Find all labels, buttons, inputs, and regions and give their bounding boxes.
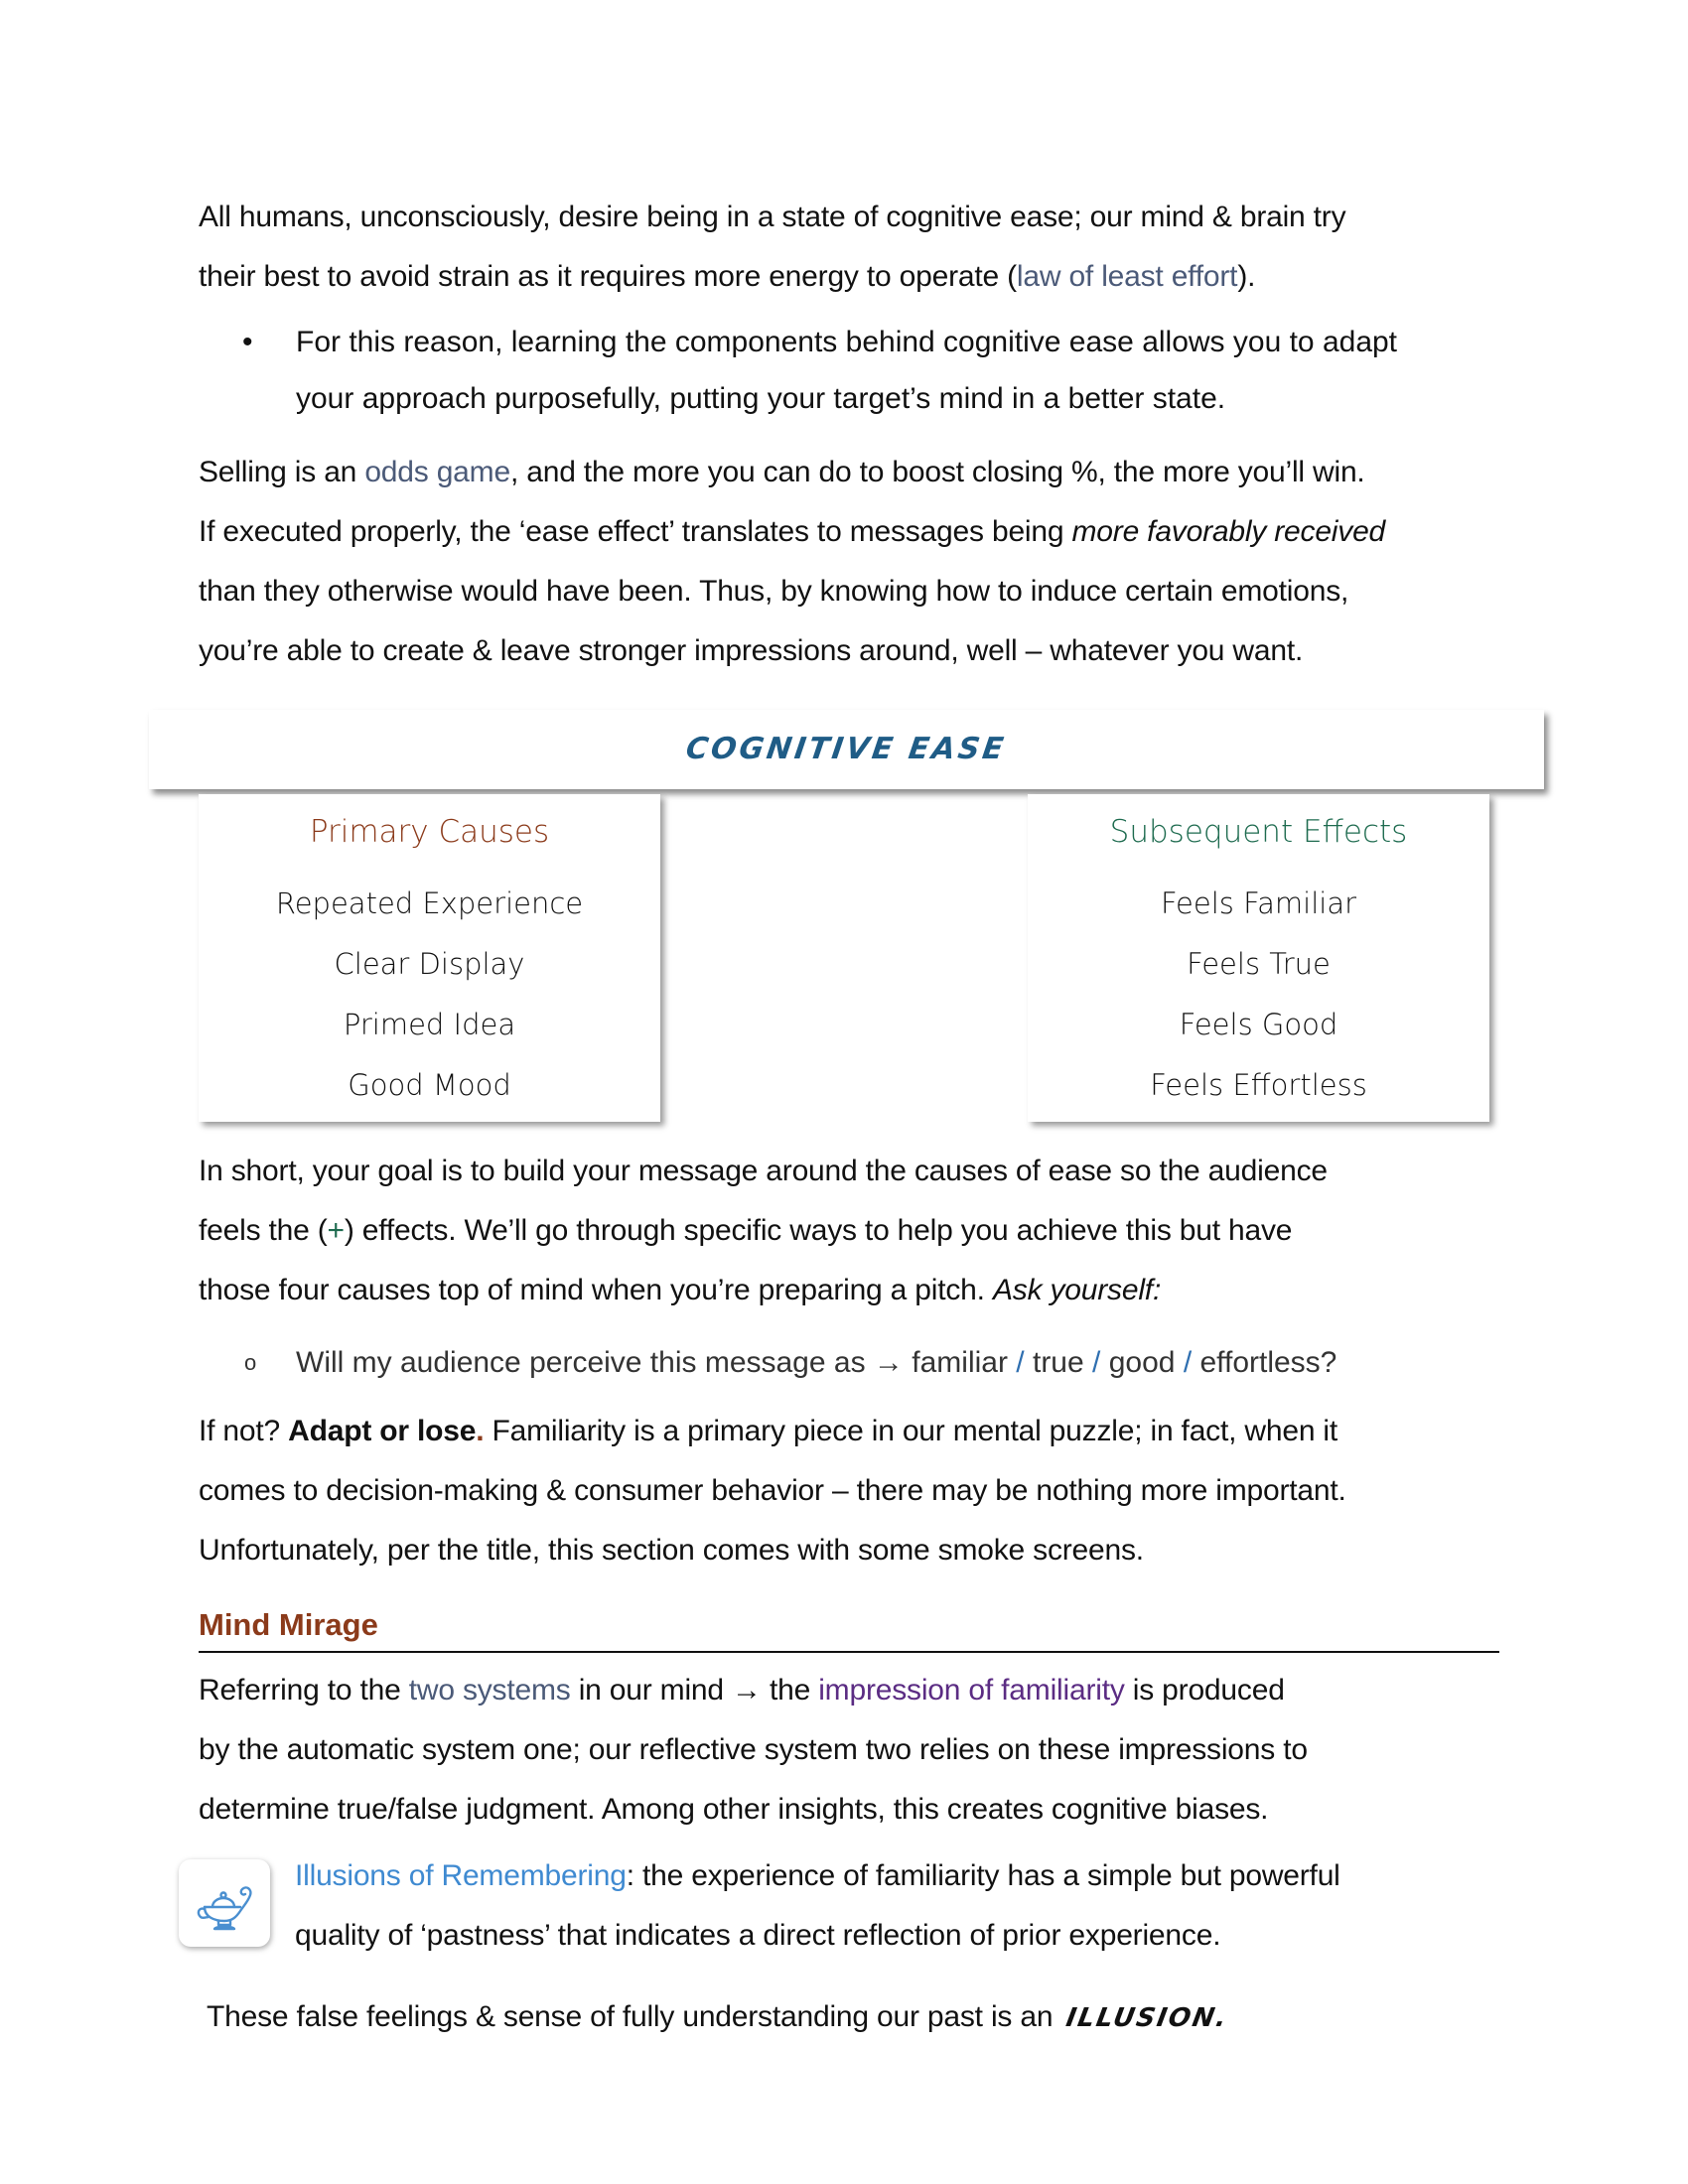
intro-punct: ).: [1237, 260, 1256, 293]
slash-separator: /: [1092, 1346, 1101, 1379]
question-prefix: Will my audience perceive this message as: [296, 1346, 874, 1379]
closing-line: [207, 1987, 1527, 2048]
question-word: good: [1108, 1346, 1176, 1379]
causes-list: [199, 874, 660, 1116]
ask-yourself-text: Ask yourself:: [992, 1274, 1162, 1306]
mirage-line-3: determine true/false judgment. Among other insights, this creates cognitive biases.: [199, 1793, 1269, 1826]
plus-sign: +: [327, 1214, 345, 1247]
cause-item: Clear Display: [334, 947, 525, 981]
illusions-paragraph: [295, 1846, 1526, 1966]
primary-causes-heading: Primary Causes: [309, 814, 550, 850]
cognitive-ease-banner: [149, 710, 1544, 789]
bullet-text: [296, 314, 1507, 427]
mirage-text-end: is produced: [1124, 1674, 1285, 1706]
selling-paragraph: [199, 443, 1519, 681]
short-line-2: feels the (: [199, 1214, 328, 1247]
cause-item: Primed Idea: [343, 1008, 516, 1041]
adapt-text-cont: Familiarity is a primary piece in our mental puzzle; in fact, when it: [484, 1415, 1338, 1447]
mind-mirage-paragraph: [199, 1661, 1519, 1840]
illusions-line-2: quality of ‘pastness’ that indicates a direct reflection of prior experience.: [295, 1919, 1221, 1952]
short-line-3: those four causes top of mind when you’re preparing a pitch.: [199, 1274, 993, 1306]
effect-item: Feels Good: [1179, 1008, 1338, 1041]
short-line-1: In short, your goal is to build your message around the causes of ease so the audience: [199, 1155, 1328, 1187]
selling-text-cont: , and the more you can do to boost closing %, the more you’ll win.: [509, 456, 1365, 488]
intro-line-2: their best to avoid strain as it requires more energy to operate (: [199, 260, 1017, 293]
two-systems-term: two systems: [408, 1674, 571, 1706]
odds-game-term: odds game: [364, 456, 510, 488]
adapt-line-3: Unfortunately, per the title, this section comes with some smoke screens.: [199, 1534, 1144, 1567]
adapt-paragraph: [199, 1402, 1519, 1580]
illusions-text: : the experience of familiarity has a simple but powerful: [626, 1859, 1340, 1892]
subsequent-effects-box: [1028, 794, 1489, 1122]
bullet-line-1: For this reason, learning the components behind cognitive ease allows you to adapt: [296, 326, 1398, 358]
subsequent-effects-heading: Subsequent Effects: [1109, 814, 1408, 850]
question-word: true: [1032, 1346, 1084, 1379]
cause-item: Good Mood: [348, 1068, 511, 1102]
mirage-text: Referring to the: [199, 1674, 409, 1706]
accent-period: .: [476, 1415, 485, 1447]
slash-separator: /: [1183, 1346, 1193, 1379]
genie-lamp-icon: [179, 1859, 270, 1947]
cause-item: Repeated Experience: [275, 887, 584, 920]
question-word: effortless?: [1199, 1346, 1337, 1379]
adapt-or-lose-bold: Adapt or lose: [288, 1415, 477, 1447]
intro-paragraph: [199, 188, 1519, 307]
bullet-line-2: your approach purposefully, putting your target’s mind in a better state.: [296, 382, 1226, 415]
law-of-least-effort-term: law of least effort: [1016, 260, 1238, 293]
primary-causes-box: [199, 794, 660, 1122]
short-line-2-cont: ) effects. We’ll go through specific ways to help you achieve this but have: [344, 1214, 1293, 1247]
effects-list: [1028, 874, 1489, 1116]
mirage-text-cont: in our mind → the: [570, 1674, 819, 1706]
illusions-of-remembering-term: Illusions of Remembering: [295, 1859, 627, 1892]
question-text: [296, 1333, 1336, 1393]
adapt-line-2: comes to decision-making & consumer behavior – there may be nothing more important.: [199, 1474, 1346, 1507]
in-short-paragraph: [199, 1142, 1519, 1320]
section-divider: [199, 1651, 1499, 1653]
mirage-line-2: by the automatic system one; our reflective system two relies on these impressions to: [199, 1733, 1308, 1766]
section-heading: Mind Mirage: [199, 1607, 378, 1642]
selling-line-2: If executed properly, the ‘ease effect’ translates to messages being: [199, 515, 1072, 548]
impression-of-familiarity-term: impression of familiarity: [818, 1674, 1125, 1706]
intro-line-1: All humans, unconsciously, desire being in a state of cognitive ease; our mind & brain try: [199, 201, 1346, 233]
effect-item: Feels Effortless: [1150, 1068, 1367, 1102]
bullet-marker: •: [242, 326, 253, 358]
selling-text: Selling is an: [199, 456, 365, 488]
selling-line-4: you’re able to create & leave stronger impressions around, well – whatever you want.: [199, 634, 1304, 667]
question-word: familiar: [912, 1346, 1008, 1379]
adapt-text: If not?: [199, 1415, 289, 1447]
closing-text: These false feelings & sense of fully understanding our past is an: [207, 2000, 1054, 2033]
emphasis-text: more favorably received: [1071, 515, 1386, 548]
effect-item: Feels True: [1187, 947, 1331, 981]
arrow-icon: →: [873, 1346, 904, 1379]
slash-separator: /: [1016, 1346, 1025, 1379]
diagram-title: COGNITIVE EASE: [684, 732, 1010, 766]
circle-bullet: o: [244, 1350, 257, 1375]
illusion-word: ILLUSION.: [1063, 2003, 1231, 2033]
effect-item: Feels Familiar: [1160, 887, 1357, 920]
selling-line-3: than they otherwise would have been. Thus, by knowing how to induce certain emotions,: [199, 575, 1349, 608]
